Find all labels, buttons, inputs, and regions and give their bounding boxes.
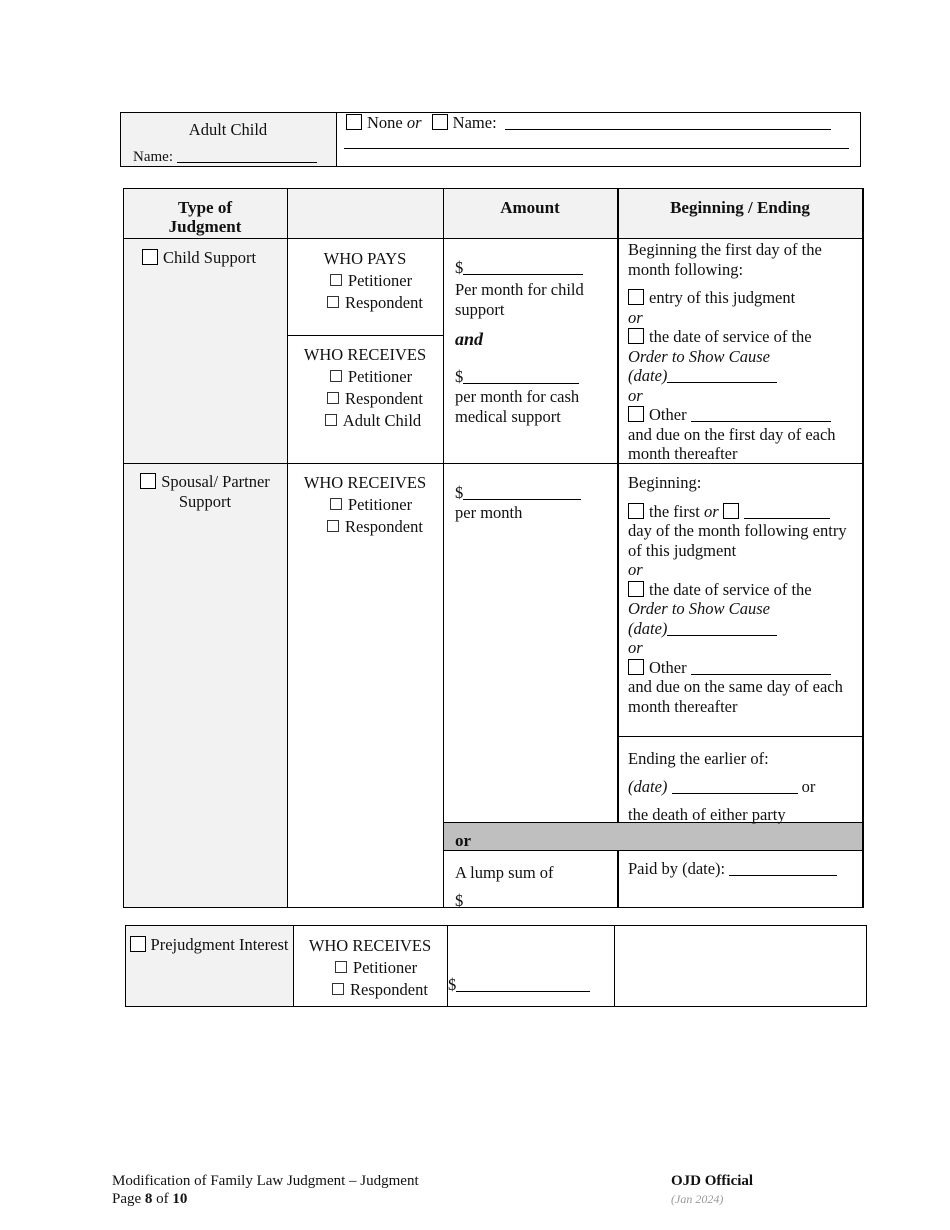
- cs-due-text: and due on the first day of each month thereafter: [628, 424, 836, 463]
- cs-other-input[interactable]: [691, 408, 831, 422]
- pj-amount-cell: [448, 975, 590, 995]
- pj-amount-prefix: $: [448, 975, 457, 994]
- cs-receives-petitioner-label: Petitioner: [347, 367, 413, 386]
- ss-or-inline: or: [704, 501, 719, 521]
- cs-who-receives-title: WHO RECEIVES: [303, 345, 427, 364]
- ss-day-of-month: day of the month following entry of this judgment: [628, 521, 847, 560]
- child-support-checkbox[interactable]: [142, 249, 158, 265]
- cs-date-label: (date): [628, 366, 668, 385]
- header-amount: Amount: [500, 198, 560, 217]
- ss-the-first-checkbox[interactable]: [628, 503, 644, 519]
- none-checkbox[interactable]: [346, 114, 362, 130]
- who-pays-petitioner-checkbox[interactable]: [330, 274, 342, 286]
- spousal-support-checkbox[interactable]: [140, 473, 156, 489]
- ss-date-label: (date): [628, 618, 668, 638]
- footer-total-pages: 10: [172, 1191, 188, 1207]
- header-type-of-judgment: Type of Judgment: [168, 198, 242, 237]
- footer-official: OJD Official: [671, 1173, 754, 1189]
- cs-entry-checkbox[interactable]: [628, 289, 644, 305]
- ss-ending-date-input[interactable]: [672, 780, 798, 794]
- adult-child-label: Adult Child: [188, 120, 268, 139]
- ss-or-2: or: [628, 638, 643, 657]
- child-support-label: Child Support: [163, 248, 257, 267]
- cs-amount2-desc: per month for cash medical support: [455, 386, 580, 426]
- adult-child-name-row: [133, 148, 317, 166]
- cs-amount2-input[interactable]: [463, 370, 579, 384]
- ss-receives-petitioner-label: Petitioner: [347, 495, 413, 514]
- ss-service-date-input[interactable]: [667, 622, 777, 636]
- spousal-support-label: Spousal/ Partner Support: [161, 472, 270, 511]
- or-text: or: [406, 113, 422, 132]
- cs-who-receives-group: [287, 344, 443, 432]
- cs-other-checkbox[interactable]: [628, 406, 644, 422]
- ss-custom-day-checkbox[interactable]: [723, 503, 739, 519]
- pj-amount-input[interactable]: [456, 978, 590, 992]
- ss-who-receives-title: WHO RECEIVES: [303, 473, 427, 492]
- pj-receives-petitioner-checkbox[interactable]: [335, 961, 347, 973]
- adult-child-name-input[interactable]: [177, 149, 317, 163]
- pj-receives-petitioner-label: Petitioner: [352, 958, 418, 977]
- cs-receives-petitioner-checkbox[interactable]: [330, 370, 342, 382]
- cs-receives-adult-child-checkbox[interactable]: [325, 414, 337, 426]
- cs-order-show-cause: Order to Show Cause: [628, 346, 770, 366]
- pj-receives-respondent-checkbox[interactable]: [332, 983, 344, 995]
- ss-ending-cell: [628, 745, 860, 829]
- adult-child-name-label: Name:: [133, 149, 173, 165]
- or-bar-text: or: [455, 831, 472, 850]
- paid-by-cell: [628, 859, 837, 879]
- pj-who-receives-title: WHO RECEIVES: [308, 936, 432, 955]
- ss-other-input[interactable]: [691, 661, 831, 675]
- who-pays-group: [287, 248, 443, 314]
- footer-of-label: of: [156, 1191, 169, 1207]
- ss-amount-cell: [455, 483, 613, 523]
- cs-beginning-cell: [628, 240, 860, 464]
- cs-receives-adult-child-label: Adult Child: [342, 411, 422, 430]
- footer-right: [671, 1172, 753, 1208]
- ss-who-receives-group: [287, 472, 443, 538]
- ss-ending-label: Ending the earlier of:: [628, 749, 769, 768]
- ss-amount-prefix: $: [455, 483, 464, 502]
- ss-death-text: the death of either party: [628, 805, 786, 824]
- ss-the-first-label: the first: [649, 501, 700, 521]
- and-text: and: [455, 329, 484, 350]
- child-support-option: [142, 248, 256, 268]
- adult-child-second-line[interactable]: [344, 148, 849, 149]
- footer-page-label: Page: [112, 1191, 142, 1207]
- cs-or-1: or: [628, 307, 643, 327]
- ss-amount-input[interactable]: [463, 486, 581, 500]
- footer-date: (Jan 2024): [671, 1192, 724, 1206]
- cs-amount-cell: [455, 258, 613, 426]
- prejudgment-option: [125, 935, 293, 955]
- ss-ending-date-label: (date): [628, 777, 668, 796]
- ss-amount-desc: per month: [455, 502, 523, 522]
- ss-due-text: and due on the same day of each month thereafter: [628, 677, 843, 716]
- footer-page-num: 8: [144, 1191, 153, 1207]
- name-option-checkbox[interactable]: [432, 114, 448, 130]
- adult-child-options: [346, 113, 831, 133]
- lump-sum-prefix: $: [455, 891, 464, 910]
- lump-sum-cell: [455, 859, 613, 915]
- cs-amount1-input[interactable]: [463, 261, 583, 275]
- who-pays-petitioner-label: Petitioner: [347, 271, 413, 290]
- cs-amount1-prefix: $: [455, 258, 464, 277]
- footer-left: [112, 1172, 419, 1208]
- adult-child-fullname-input[interactable]: [505, 116, 831, 130]
- cs-service-label: the date of service of the: [649, 327, 812, 346]
- paid-by-label: Paid by (date):: [628, 859, 726, 878]
- ss-custom-day-input[interactable]: [744, 505, 830, 519]
- pj-receives-respondent-label: Respondent: [350, 980, 428, 999]
- cs-other-label: Other: [649, 405, 687, 424]
- ss-receives-respondent-label: Respondent: [345, 517, 423, 536]
- prejudgment-checkbox[interactable]: [130, 936, 146, 952]
- ss-receives-respondent-checkbox[interactable]: [327, 520, 339, 532]
- ss-beginning-label: Beginning:: [628, 473, 702, 492]
- ss-other-label: Other: [649, 657, 687, 677]
- lump-sum-label: A lump sum of: [455, 863, 554, 882]
- prejudgment-label: Prejudgment Interest: [150, 935, 289, 954]
- ss-or-1: or: [628, 560, 643, 579]
- ss-service-label: the date of service of the: [649, 579, 812, 599]
- name-option-label: Name:: [452, 113, 497, 132]
- lump-sum-input[interactable]: [463, 894, 603, 908]
- ss-service-checkbox[interactable]: [628, 581, 644, 597]
- cs-receives-respondent-checkbox[interactable]: [327, 392, 339, 404]
- who-pays-title: WHO PAYS: [323, 249, 407, 268]
- cs-amount1-desc: Per month for child support: [455, 279, 584, 319]
- cs-service-checkbox[interactable]: [628, 328, 644, 344]
- cs-or-2: or: [628, 385, 643, 405]
- ss-other-checkbox[interactable]: [628, 659, 644, 675]
- who-pays-respondent-checkbox[interactable]: [327, 296, 339, 308]
- paid-by-date-input[interactable]: [729, 862, 837, 876]
- cs-amount2-prefix: $: [455, 366, 464, 386]
- cs-beginning-intro: Beginning the first day of the month following:: [628, 240, 822, 279]
- ss-beginning-cell: [628, 473, 860, 716]
- cs-service-date-input[interactable]: [667, 369, 777, 383]
- ss-order-show-cause: Order to Show Cause: [628, 599, 770, 618]
- cs-receives-respondent-label: Respondent: [345, 389, 423, 408]
- who-pays-respondent-label: Respondent: [345, 293, 423, 312]
- header-beginning-ending: Beginning / Ending: [670, 198, 810, 217]
- none-label: None: [367, 113, 403, 132]
- pj-who-receives-group: [293, 935, 447, 1001]
- ss-receives-petitioner-checkbox[interactable]: [330, 498, 342, 510]
- spousal-support-option: [123, 472, 287, 512]
- ss-ending-or: or: [801, 777, 816, 796]
- cs-entry-label: entry of this judgment: [649, 288, 796, 307]
- footer-doc-title: Modification of Family Law Judgment – Judgment: [112, 1173, 419, 1189]
